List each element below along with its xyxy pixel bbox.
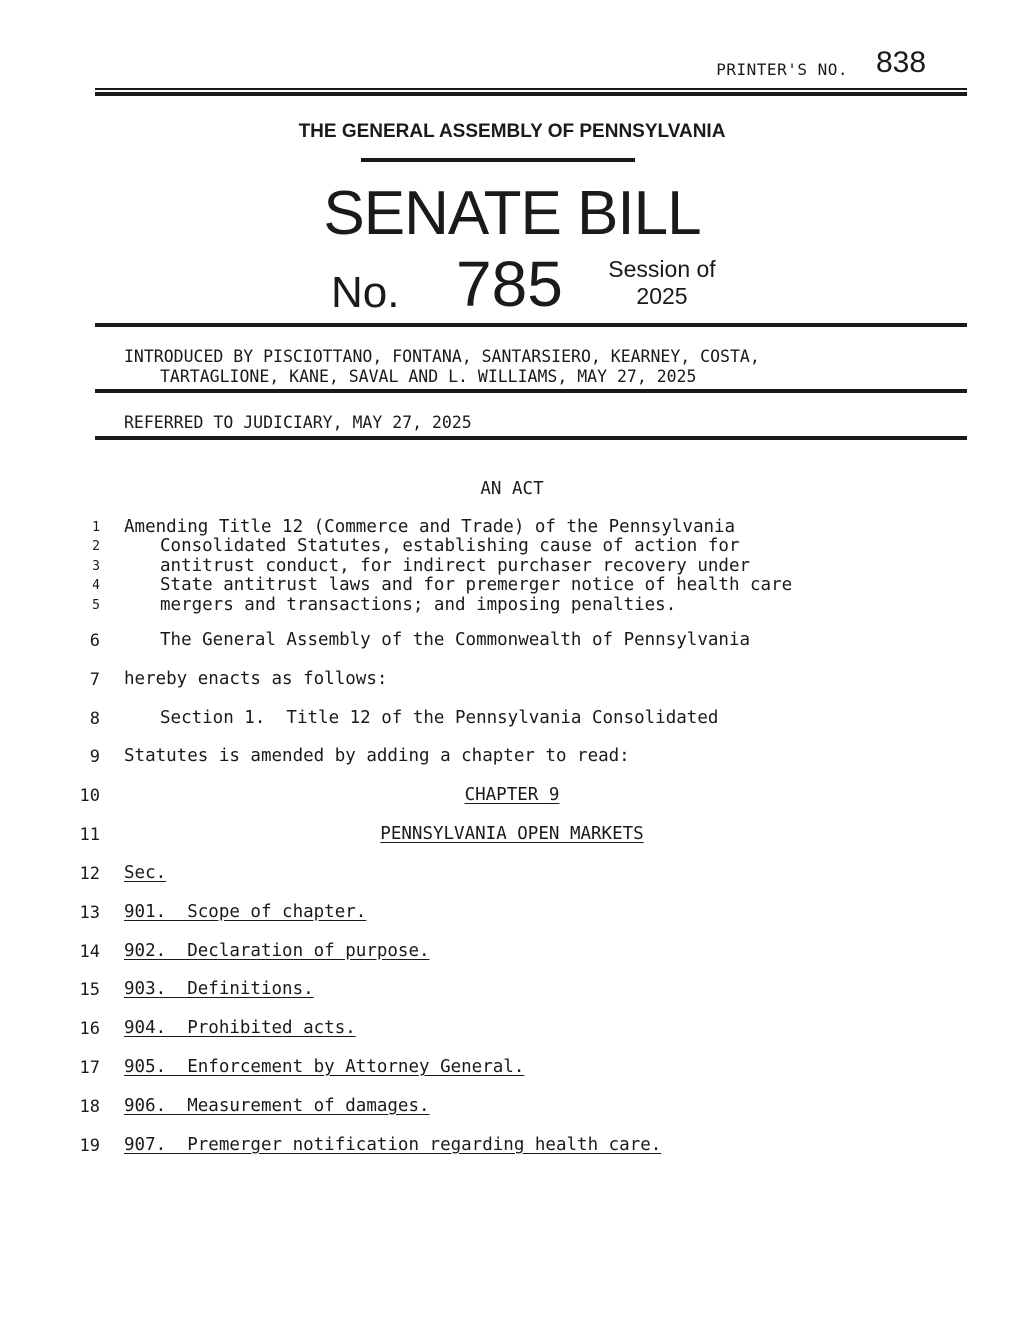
line-number: 8 xyxy=(89,709,100,729)
line-number: 2 xyxy=(92,539,100,554)
line-number: 5 xyxy=(92,598,100,613)
line-number: 9 xyxy=(89,747,100,767)
section-entry: 907. Premerger notification regarding health care. xyxy=(124,1135,662,1155)
line-number: 11 xyxy=(79,825,100,845)
session-year: 2025 xyxy=(636,283,688,309)
title-line: antitrust conduct, for indirect purchaser recovery under xyxy=(160,556,751,576)
line-number: 4 xyxy=(92,578,100,593)
printer-number-label: PRINTER'S NO. xyxy=(716,60,848,79)
introduced-by-line2: TARTAGLIONE, KANE, SAVAL AND L. WILLIAMS, MAY 27, 2025 xyxy=(160,367,697,386)
line-number: 7 xyxy=(89,670,100,690)
line-number: 15 xyxy=(79,980,100,1000)
line-number: 17 xyxy=(79,1058,100,1078)
line-number: 3 xyxy=(92,559,100,574)
chapter-title: PENNSYLVANIA OPEN MARKETS xyxy=(380,824,644,844)
section-list-heading: Sec. xyxy=(124,863,167,883)
act-heading: AN ACT xyxy=(480,479,544,499)
referred-bottom-rule xyxy=(95,436,967,440)
body-line: Statutes is amended by adding a chapter to read: xyxy=(124,746,630,766)
bill-number-label: No. xyxy=(331,268,400,317)
body-line: hereby enacts as follows: xyxy=(124,669,388,689)
header-bottom-rule xyxy=(95,323,967,327)
section-entry: 901. Scope of chapter. xyxy=(124,902,367,922)
printer-number: 838 xyxy=(876,46,927,79)
line-number: 19 xyxy=(79,1136,100,1156)
introduced-by-line1: INTRODUCED BY PISCIOTTANO, FONTANA, SANTARSIERO, KEARNEY, COSTA, xyxy=(124,347,760,366)
title-divider xyxy=(361,158,635,162)
line-number: 10 xyxy=(79,786,100,806)
body-line: The General Assembly of the Commonwealth of Pennsylvania xyxy=(160,630,751,650)
top-double-rule-thick xyxy=(95,92,967,96)
title-line: State antitrust laws and for premerger notice of health care xyxy=(160,575,793,595)
title-line: Amending Title 12 (Commerce and Trade) of the Pennsylvania xyxy=(124,517,736,537)
title-line: Consolidated Statutes, establishing cause of action for xyxy=(160,536,740,556)
bill-type: SENATE BILL xyxy=(323,179,701,248)
chapter-heading: CHAPTER 9 xyxy=(464,785,560,805)
line-number: 12 xyxy=(79,864,100,884)
introduced-bottom-rule xyxy=(95,389,967,393)
section-entry: 906. Measurement of damages. xyxy=(124,1096,430,1116)
line-number: 14 xyxy=(79,942,100,962)
line-number: 18 xyxy=(79,1097,100,1117)
bill-number: 785 xyxy=(456,248,563,320)
session-label: Session of xyxy=(608,256,716,282)
top-double-rule-thin xyxy=(95,88,967,90)
line-number: 13 xyxy=(79,903,100,923)
referred-to: REFERRED TO JUDICIARY, MAY 27, 2025 xyxy=(124,413,472,432)
section-entry: 905. Enforcement by Attorney General. xyxy=(124,1057,525,1077)
line-number: 6 xyxy=(89,631,100,651)
assembly-title: THE GENERAL ASSEMBLY OF PENNSYLVANIA xyxy=(298,121,726,142)
body-line: Section 1. Title 12 of the Pennsylvania Consolidated xyxy=(160,708,719,728)
title-line: mergers and transactions; and imposing penalties. xyxy=(160,595,677,615)
line-number: 16 xyxy=(79,1019,100,1039)
section-entry: 904. Prohibited acts. xyxy=(124,1018,356,1038)
section-entry: 902. Declaration of purpose. xyxy=(124,941,430,961)
line-number: 1 xyxy=(92,520,100,535)
section-entry: 903. Definitions. xyxy=(124,979,314,999)
